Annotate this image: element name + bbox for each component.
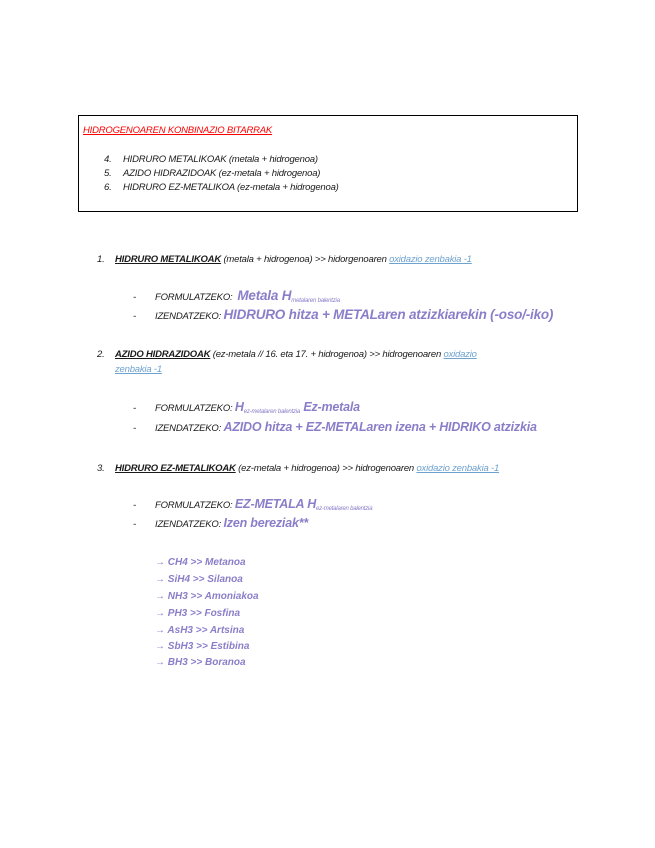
example-item: → SbH3 >> Estibina — [155, 641, 250, 652]
example-item: → PH3 >> Fosfina — [155, 608, 241, 619]
oxidation-link[interactable]: oxidazio zenbakia -1 — [416, 463, 500, 474]
box-item: 6. HIDRURO EZ-METALIKOA (ez-metala + hidrogenoa) — [104, 182, 339, 193]
example-item: → BH3 >> Boranoa — [155, 657, 246, 668]
oxidation-link[interactable]: zenbakia -1 — [115, 364, 162, 375]
box-item: 4. HIDRURO METALIKOAK (metala + hidrogenoa) — [104, 154, 318, 165]
section-2-heading: 2. AZIDO HIDRAZIDOAK (ez-metala // 16. eta 17. + hidrogenoa) >> hidrogenoaren oxidazio zenbakia -1 — [97, 349, 477, 375]
oxidation-link[interactable]: oxidazio zenbakia -1 — [389, 254, 472, 265]
section-3-heading: 3. HIDRURO EZ-METALIKOAK (ez-metala + hidrogenoa) >> hidrogenoaren oxidazio zenbakia -1 — [97, 463, 500, 474]
box-title: HIDROGENOAREN KONBINAZIO BITARRAK — [83, 125, 273, 136]
example-item: → AsH3 >> Artsina — [155, 625, 245, 636]
section-2-naming: - IZENDATZEKO: AZIDO hitza + EZ-METALaren izena + HIDRIKO atzizkia — [133, 420, 537, 434]
section-1-heading: 1. HIDRURO METALIKOAK (metala + hidrogenoa) >> hidorgenoaren oxidazio zenbakia -1 — [97, 254, 472, 265]
section-1-naming: - IZENDATZEKO: HIDRURO hitza + METALaren atzizkiarekin (-oso/-iko) — [133, 307, 554, 322]
oxidation-link[interactable]: oxidazio — [443, 349, 477, 360]
example-item: → CH4 >> Metanoa — [155, 557, 246, 568]
section-1-formula: - FORMULATZEKO: Metala $H_{metalaren balentzia}$ — [133, 288, 340, 304]
example-item: → SiH4 >> Silanoa — [155, 574, 243, 585]
summary-box — [78, 115, 578, 212]
box-item: 5. AZIDO HIDRAZIDOAK (ez-metala + hidrogenoa) — [104, 168, 321, 179]
section-2-formula: - FORMULATZEKO: $H_{ez-metalaren balentzia}$ Ez-metala — [133, 400, 360, 415]
section-3-formula: - FORMULATZEKO: EZ-METALA $H_{ez-metalaren balentzia}$ — [133, 497, 373, 512]
section-3-naming: - IZENDATZEKO: Izen bereziak** — [133, 516, 309, 530]
example-item: → NH3 >> Amoniakoa — [155, 591, 259, 602]
